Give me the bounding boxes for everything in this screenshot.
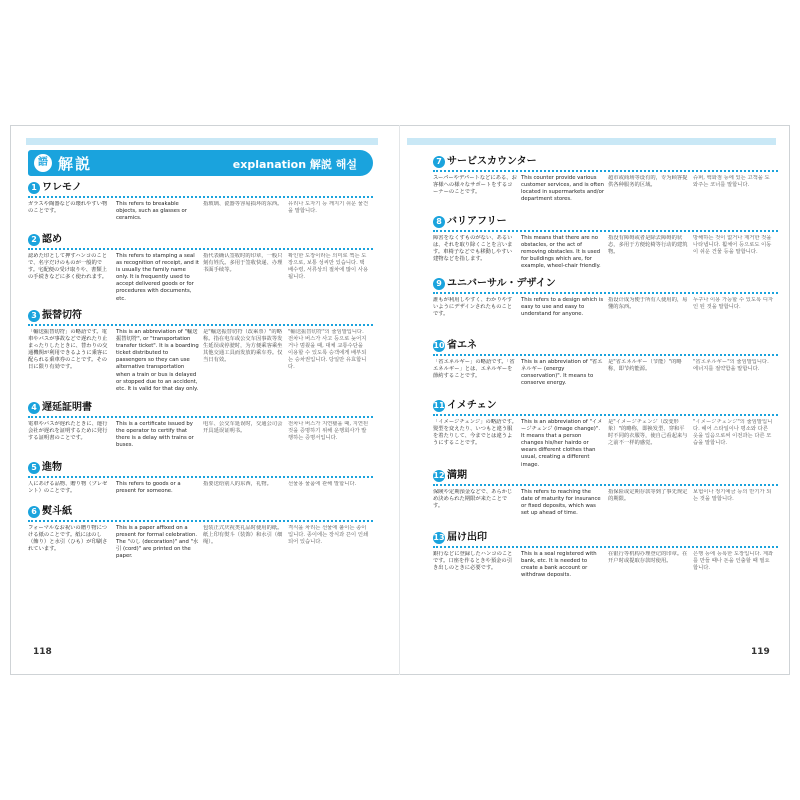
entry-columns [433, 235, 778, 270]
entry-text-english: This refers to reaching the date of maturity for insurance or fixed deposits, which was set up ahead of time. [521, 489, 601, 517]
entry-number-badge: 10 [433, 340, 445, 350]
dotted-divider [28, 248, 373, 250]
entry-number-badge: 9 [433, 278, 445, 290]
section-subtitle: explanation 解説 해설 [232, 158, 357, 171]
entry-title [28, 504, 373, 519]
top-color-bar-right [407, 138, 776, 145]
entry-number-badge: 13 [433, 532, 445, 542]
glossary-entry [433, 398, 778, 468]
entry-text-japanese: 障害をなくすものがない、あるいは、それを取り除くことを言います。車椅子などでも移動しやすい建物などを指します。 [433, 235, 513, 263]
entry-title [28, 460, 373, 475]
glossary-entry [433, 338, 778, 394]
entry-term: サービスカウンター [447, 156, 537, 167]
entry-text-korean: 보험이나 정기예금 등의 만기가 되는 것을 말합니다. [693, 489, 772, 503]
entry-text-japanese: 「イメージチェンジ」の略語です。髪型を変えたり、いつもと違う服を着たりして、今までとは違うようにすることです。 [433, 419, 517, 447]
entry-term: 満期 [447, 470, 467, 481]
entry-text-chinese: 是"輸送振替切符（改乘票）"的略称。指在电车或公交车因事故等发生延误或停驶时，为方便乘客乘坐其他交通工具而发放的乘车券。仅当日有效。 [203, 329, 283, 364]
entry-text-japanese: フォーマルなお祝いの贈り物につける紙のことです。紙にはのし（飾り）と水引（ひも）が印刷されています。 [28, 525, 108, 553]
glossary-entry [433, 468, 778, 526]
entry-columns [28, 525, 373, 560]
entry-text-korean: 선물용 물품에 관해 말합니다. [288, 481, 357, 487]
dotted-divider [433, 484, 778, 486]
page-gutter [399, 125, 400, 675]
entry-text-korean: 은행 등에 등록한 도장입니다. 계좌를 만들 때나 돈을 인출할 때 필요합니다. [693, 551, 774, 572]
entry-columns [433, 297, 778, 318]
entry-text-chinese: 指要送给别人的东西，礼物。 [203, 481, 272, 487]
entry-text-english: This counter provide various customer services, and is often located in supermarkets and/or department stores. [521, 175, 604, 203]
entry-title [433, 214, 778, 229]
entry-title [433, 338, 778, 353]
entry-text-chinese: 指代表确认签收时的印章，一般只刻有姓氏。多用于签收快递、办理书面手续等。 [203, 253, 283, 274]
entry-text-korean: 전차나 버스가 지연됐을 때, 지연된 것을 증명하기 위해 운행회사가 발행하는 증명서입니다. [288, 421, 369, 442]
entry-text-chinese: 指保险或定期存款等到了事先规定的期限。 [608, 489, 688, 503]
section-header [28, 150, 373, 176]
entry-columns [433, 551, 778, 579]
entry-columns [28, 201, 373, 222]
entry-text-japanese: 保険や定期預金などで、あらかじめ決められた期限が来たことです。 [433, 489, 513, 510]
dotted-divider [433, 546, 778, 548]
entry-text-chinese: 指没有障碍或者是除去障碍的状态，多用于方便轮椅等行动的建筑物。 [608, 235, 688, 256]
entry-columns [433, 359, 778, 387]
entry-title [433, 276, 778, 291]
entry-title [433, 468, 778, 483]
entry-list-left [28, 180, 373, 566]
entry-text-english: This is a certificate issued by the operator to certify that there is a delay with trains or buses. [116, 421, 194, 449]
entry-text-korean: 확인한 도장이라는 의미로 찍는 도장으로, 보통 성씨만 있습니다. 택배수령, 서류상의 절차에 많이 사용됩니다. [288, 253, 369, 281]
entry-text-korean: 유리나 도자기 등 깨지기 쉬운 물건을 말합니다. [288, 201, 369, 215]
entry-text-korean: 누구나 이용 가능할 수 있도록 디자인 된 것을 말합니다. [693, 297, 774, 311]
entry-text-english: This means that there are no obstacles, or the act of removing obstacles. It is used for buildings which are, for example, wheel-chair friendly. [521, 235, 601, 270]
dotted-divider [433, 354, 778, 356]
dotted-divider [433, 230, 778, 232]
entry-text-japanese: 「省エネルギー」の略語です。「省エネルギー」とは、エネルギーを節約することです。 [433, 359, 515, 380]
glossary-entry [433, 530, 778, 592]
entry-text-japanese: 誰もが利用しやすく、わかりやすいようにデザインされたものことです。 [433, 297, 513, 318]
entry-text-korean: "省エネルギー"의 줄임말입니다. 에너지를 절약함을 말합니다. [693, 359, 769, 373]
entry-text-japanese: 人にあげる品物、贈り物（プレゼント）のことです。 [28, 481, 108, 495]
entry-text-chinese: 是"イメージチェンジ（改变形象）"的略称，即换发型、穿和平时不同的衣服等，使自己看起来与之前不一样的感觉。 [608, 419, 688, 447]
entry-columns [28, 329, 373, 393]
entry-term: 振替切符 [42, 310, 82, 321]
entry-title [433, 398, 778, 413]
entry-text-korean: "輸送振替切符"의 줄임말입니다. 전차나 버스가 사고 등으로 늦어지거나 멈췄을 때, 대체 교통수단을 이용할 수 있도록 승객에게 배부되는 승차권입니다. 당일만 유효합니다. [288, 329, 367, 371]
entry-columns [433, 175, 778, 203]
glossary-entry [28, 232, 373, 304]
entry-number-badge: 4 [28, 402, 40, 414]
entry-title [433, 530, 778, 545]
entry-text-english: This is an abbreviation of "イメージチェンジ (image change)". It means that a person changes his/her hairdo or wears different clothes than usual, creating a different image. [521, 419, 603, 468]
glossary-entry [28, 504, 373, 566]
page-number-left: 118 [33, 647, 52, 657]
entry-text-english: This is an abbreviation of "輸送振替切符", or "transportation transfer ticket". It is a boarding ticket distributed to passengers so they can use alternative transportation when a train or bus is delayed or stopped due to an accident, etc. It is valid for that day only. [116, 329, 199, 392]
entry-term: イメチェン [447, 400, 497, 411]
entry-title [28, 232, 373, 247]
entry-text-chinese: 在银行等机构办理登记的印章。在开户时或提取存款时使用。 [608, 551, 688, 565]
dotted-divider [28, 196, 373, 198]
entry-number-badge: 3 [28, 310, 40, 322]
entry-term: 認め [42, 234, 62, 245]
entry-columns [28, 481, 373, 495]
dotted-divider [28, 416, 373, 418]
page-number-right: 119 [751, 647, 770, 657]
dotted-divider [28, 520, 373, 522]
entry-text-english: This is a seal registered with bank, etc. It is needed to create a bank account or withdraw deposits. [521, 551, 597, 579]
section-title: 解説 [58, 155, 93, 173]
entry-text-chinese: 包装正式庆祝类礼品时使用的纸。纸上印有熨斗（装饰）和水引（细绳）。 [203, 525, 283, 546]
entry-columns [433, 489, 778, 517]
entry-text-japanese: 認めた印として押すハンコのことで、名字だけのものが一般的です。宅配便の受け取りや、書類上の手続きなどに多く使われます。 [28, 253, 108, 281]
entry-text-japanese: ガラスや陶器などの壊れやすい物のことです。 [28, 201, 108, 215]
entry-number-badge: 8 [433, 216, 445, 228]
dotted-divider [28, 476, 373, 478]
entry-text-chinese: 是"省エネルギー（节能）"的略称，即节约能源。 [608, 359, 682, 373]
entry-term: 届け出印 [447, 532, 487, 543]
left-page [28, 150, 373, 566]
entry-term: ユニバーサル・デザイン [447, 278, 556, 289]
entry-text-english: This is a paper affixed on a present for formal celebration. The "のし (decoration)" and "水引 (cord)" are printed on the paper. [116, 525, 199, 560]
entry-text-english: This refers to breakable objects, such as glasses or ceramics. [116, 201, 187, 222]
entry-number-badge: 7 [433, 156, 445, 168]
entry-text-english: This refers to a design which is easy to use and easy to understand for anyone. [521, 297, 604, 318]
entry-term: 遅延証明書 [42, 402, 92, 413]
entry-number-badge: 5 [28, 462, 40, 474]
entry-text-chinese: 指设计成为便于所有人使用的，易懂的东西。 [608, 297, 688, 311]
entry-term: 省エネ [447, 340, 477, 351]
entry-text-english: This refers to goods or a present for someone. [116, 481, 181, 495]
glossary-entry [433, 276, 778, 334]
dotted-divider [28, 324, 373, 326]
entry-text-chinese: 超市或商场等设有的，专为顾客提供各种服务的区域。 [608, 175, 688, 189]
entry-term: ワレモノ [42, 182, 82, 193]
entry-title [28, 308, 373, 323]
header-badge: 語 [34, 154, 52, 172]
entry-title [28, 180, 373, 195]
entry-term: 熨斗紙 [42, 506, 72, 517]
entry-text-korean: 방해하는 것이 없거나 제거한 것을 나타냅니다. 휠체어 등으로도 이동이 쉬운 건물 등을 말합니다. [693, 235, 772, 256]
entry-text-english: This refers to stamping a seal as recognition of receipt, and it is usually the family name only. It is frequently used to accept delivered goods or for procedures with documents, etc. [116, 253, 199, 302]
entry-number-badge: 6 [28, 506, 40, 518]
entry-term: バリアフリー [447, 216, 507, 227]
entry-number-badge: 12 [433, 470, 445, 480]
entry-number-badge: 11 [433, 400, 445, 410]
entry-text-japanese: スーパーやデパートなどにある、お客様への様々なサポートをするコーナーのことです。 [433, 175, 517, 196]
dotted-divider [433, 292, 778, 294]
entry-text-korean: "イメージチェンジ"의 줄임말입니다. 헤어 스타일이나 평소와 다른 옷을 입음으로써 이전과는 다른 모습을 말합니다. [693, 419, 773, 447]
entry-text-chinese: 指玻璃、瓷器等容易损坏的东西。 [203, 201, 283, 207]
entry-term: 進物 [42, 462, 62, 473]
entry-list-right [433, 154, 778, 592]
entry-number-badge: 2 [28, 234, 40, 246]
entry-title [433, 154, 778, 169]
dotted-divider [433, 414, 778, 416]
entry-text-japanese: 「輸送振替切符」の略語です。電車やバスが事故などで遅れたり止まったりしたときに、替わりの交通機関が利用できるように乗客に配られる乗車券のことです。その日に限り有効です。 [28, 329, 108, 371]
glossary-entry [433, 154, 778, 210]
entry-text-japanese: 電車やバスが遅れたときに、運行会社が遅れを証明するために発行する証明書のことです。 [28, 421, 108, 442]
dotted-divider [433, 170, 778, 172]
entry-text-korean: 슈퍼, 백화점 등에 있는 고객을 도와주는 코너를 말합니다. [693, 175, 770, 189]
entry-text-korean: 격식을 차리는 선물에 붙이는 종이입니다. 종이에는 장식과 끈이 인쇄되어 있습니다. [288, 525, 369, 546]
glossary-entry [28, 180, 373, 228]
entry-text-japanese: 銀行などに登録したハンコのことです。口座を作るときや預金の引き出しのときに必要です。 [433, 551, 513, 572]
entry-title [28, 400, 373, 415]
entry-text-chinese: 电车、公交车延误时，交通公司会开具延误证明书。 [203, 421, 283, 435]
entry-columns [433, 419, 778, 469]
glossary-entry [28, 308, 373, 396]
top-color-bar-left [26, 138, 378, 145]
right-page [433, 150, 778, 592]
entry-text-english: This is an abbreviation of "省エネルギー (energy conservation)". It means to conserve energy. [521, 359, 603, 387]
glossary-entry [28, 400, 373, 456]
entry-columns [28, 421, 373, 449]
entry-number-badge: 1 [28, 182, 40, 194]
entry-columns [28, 253, 373, 303]
glossary-entry [28, 460, 373, 500]
glossary-entry [433, 214, 778, 272]
